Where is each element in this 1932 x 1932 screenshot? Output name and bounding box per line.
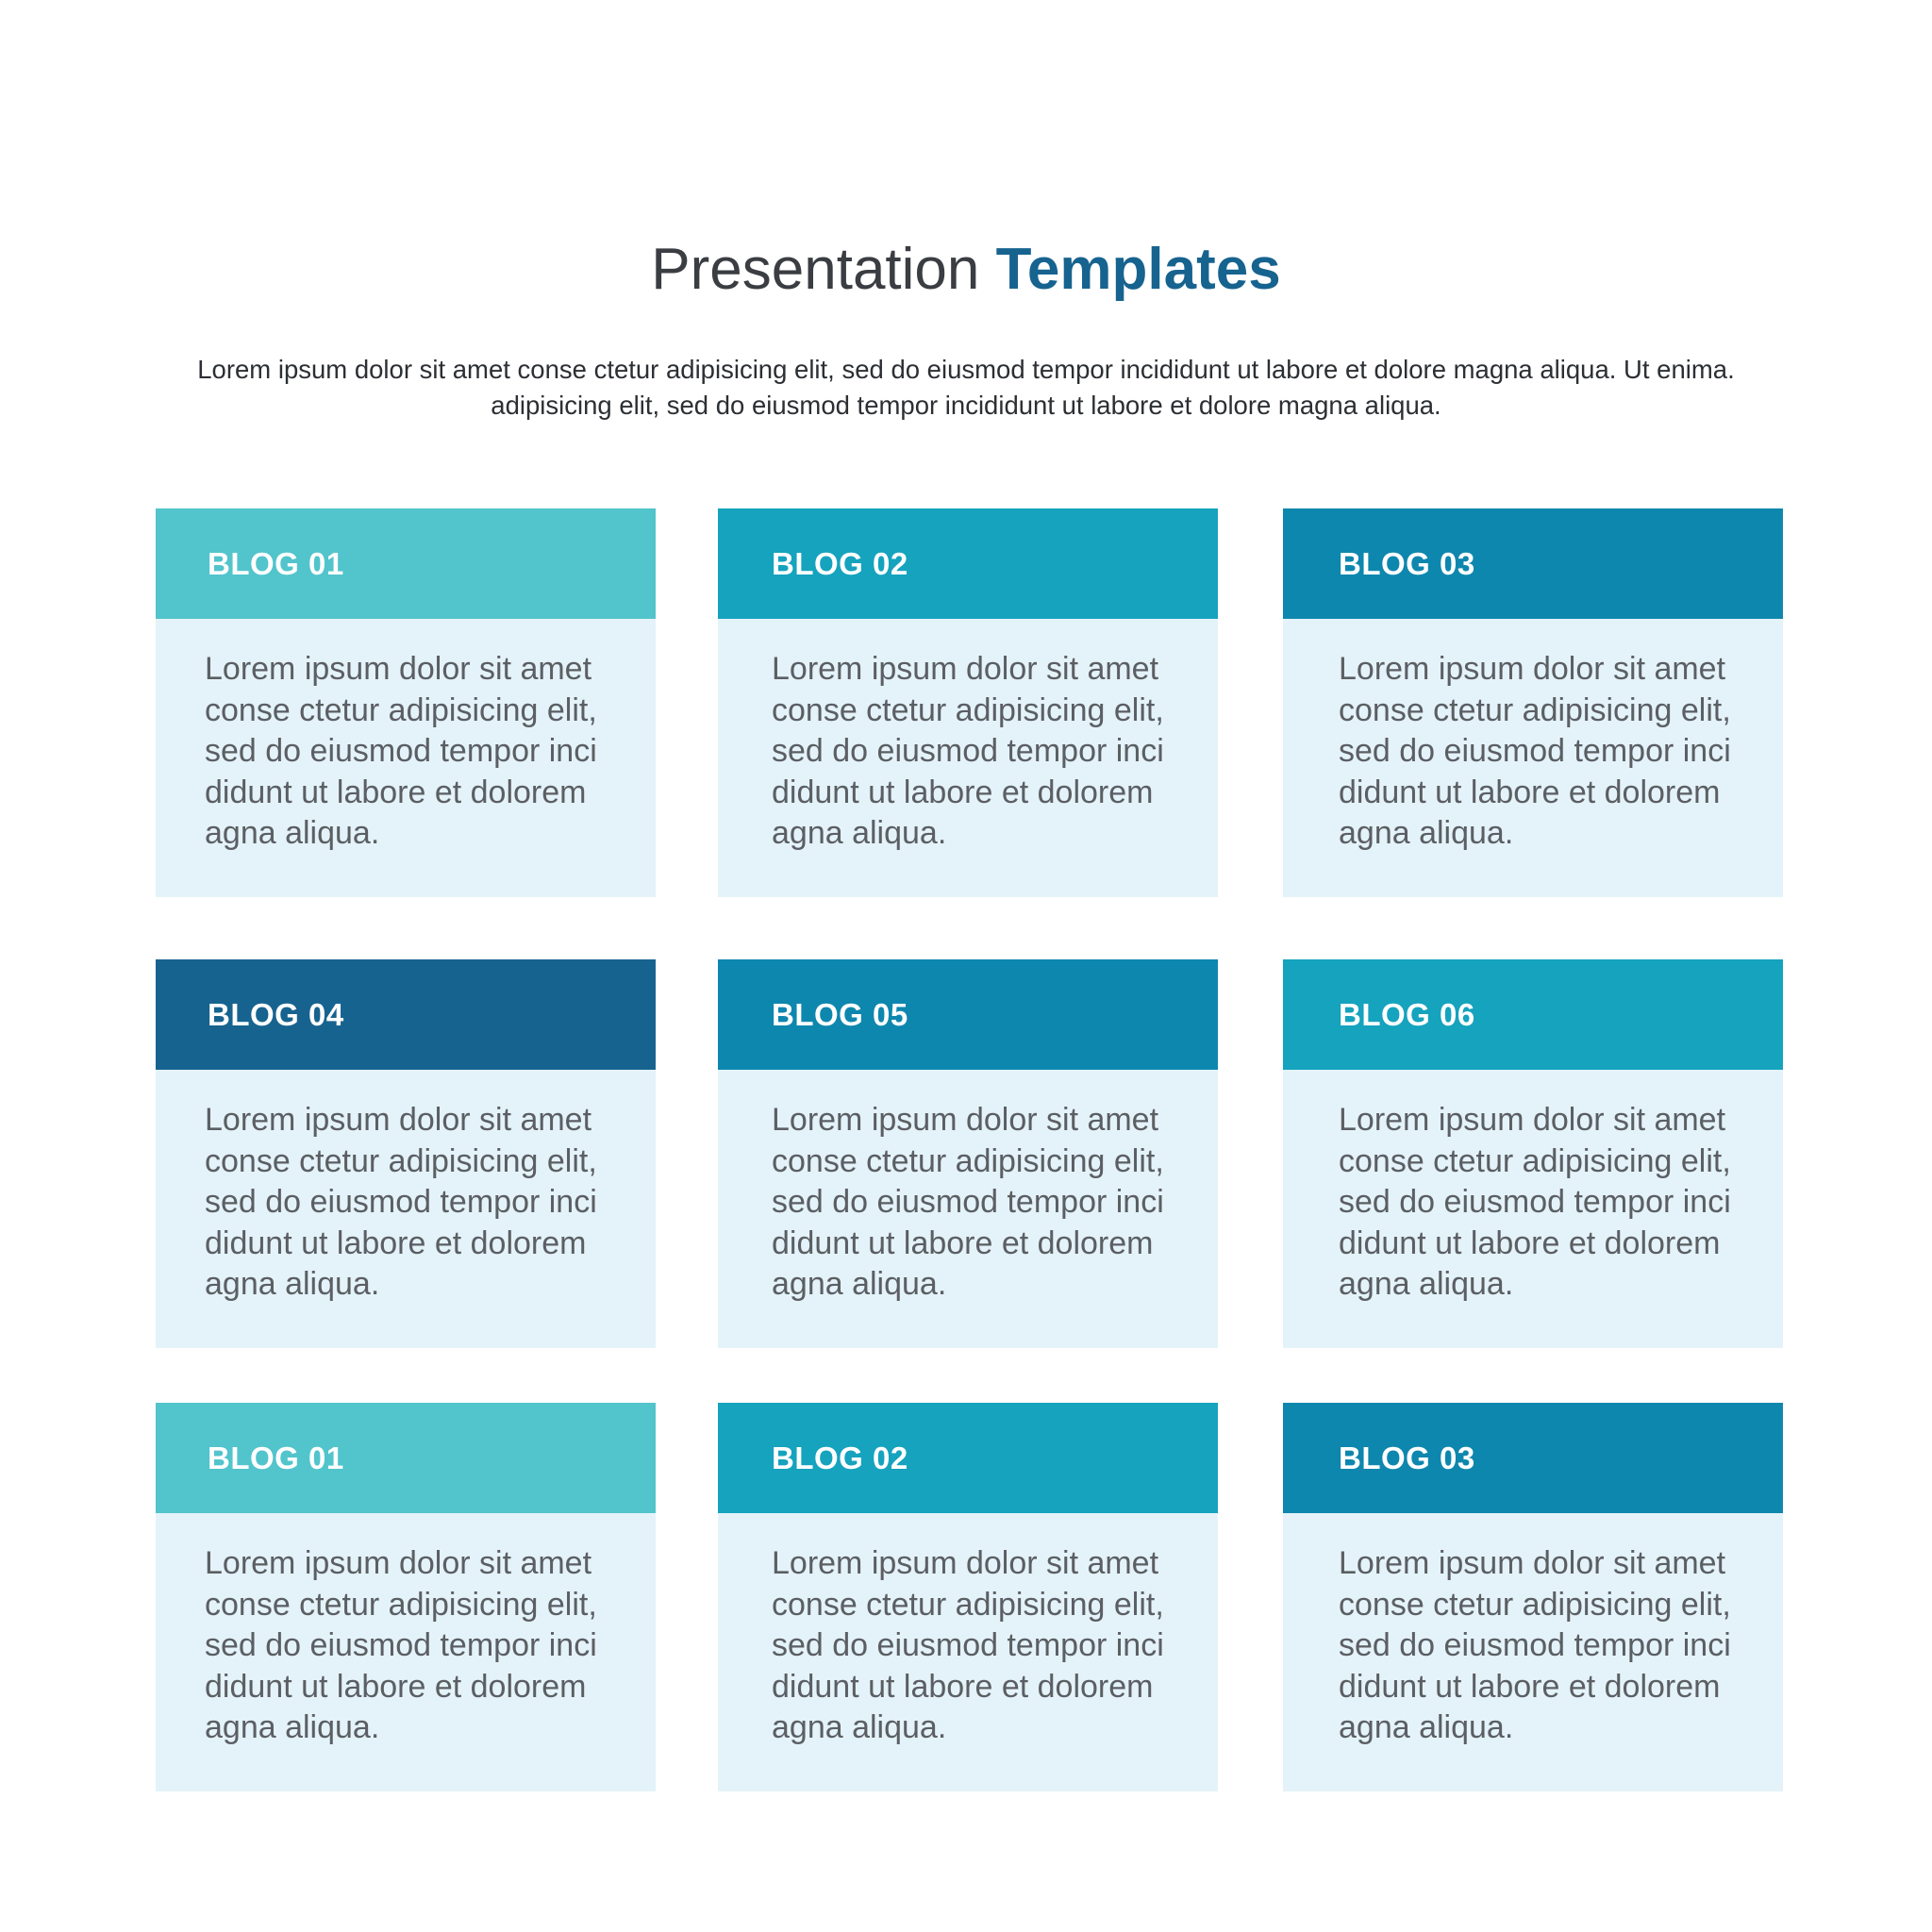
blog-card-body [718, 619, 1218, 855]
blog-card-3 [1283, 508, 1783, 897]
blog-card-line: sed do eiusmod tempor inci [1339, 1627, 1731, 1663]
blog-card-1 [156, 508, 656, 897]
blog-card-8 [718, 1403, 1218, 1791]
blog-card-line: agna aliqua. [772, 1266, 947, 1302]
blog-card-4 [156, 959, 656, 1348]
blog-card-line: agna aliqua. [772, 1709, 947, 1745]
blog-card-line: sed do eiusmod tempor inci [772, 1184, 1164, 1220]
blog-card-5 [718, 959, 1218, 1348]
blog-card-title: BLOG 01 [208, 545, 344, 581]
blog-card-line: conse ctetur adipisicing elit, [772, 691, 1164, 728]
blog-card-line: agna aliqua. [772, 815, 947, 851]
blog-card-line: didunt ut labore et dolorem [772, 774, 1154, 810]
blog-card-title: BLOG 01 [208, 1440, 344, 1475]
blog-card-title: BLOG 02 [772, 545, 908, 581]
blog-card-line: conse ctetur adipisicing elit, [205, 1142, 597, 1179]
blog-card-line: Lorem ipsum dolor sit amet [772, 651, 1159, 687]
blog-card-title: BLOG 05 [772, 996, 908, 1032]
blog-card-line: Lorem ipsum dolor sit amet [1339, 1102, 1726, 1138]
blog-card-line: didunt ut labore et dolorem [205, 774, 587, 810]
blog-card-line: conse ctetur adipisicing elit, [1339, 1142, 1731, 1179]
blog-card-header [1283, 1403, 1783, 1513]
blog-card-title: BLOG 03 [1339, 545, 1475, 581]
blog-card-line: sed do eiusmod tempor inci [1339, 1184, 1731, 1220]
blog-card-line: Lorem ipsum dolor sit amet [205, 1102, 592, 1138]
blog-card-line: didunt ut labore et dolorem [1339, 774, 1721, 810]
blog-card-line: conse ctetur adipisicing elit, [772, 1586, 1164, 1623]
blog-card-line: Lorem ipsum dolor sit amet [205, 1545, 592, 1581]
blog-card-header [1283, 959, 1783, 1070]
blog-card-title: BLOG 03 [1339, 1440, 1475, 1475]
blog-card-title: BLOG 06 [1339, 996, 1475, 1032]
blog-card-line: Lorem ipsum dolor sit amet [772, 1102, 1159, 1138]
blog-card-line: agna aliqua. [205, 815, 380, 851]
blog-card-line: didunt ut labore et dolorem [205, 1224, 587, 1261]
blog-card-body [718, 1513, 1218, 1749]
blog-card-6 [1283, 959, 1783, 1348]
blog-card-line: agna aliqua. [205, 1709, 380, 1745]
blog-card-7 [156, 1403, 656, 1791]
blog-card-line: sed do eiusmod tempor inci [205, 1184, 597, 1220]
blog-card-body [156, 1070, 656, 1306]
blog-card-line: sed do eiusmod tempor inci [772, 1627, 1164, 1663]
blog-card-body [1283, 1070, 1783, 1306]
blog-card-line: didunt ut labore et dolorem [205, 1668, 587, 1705]
page-title-plain: Presentation [651, 237, 996, 302]
blog-card-body [1283, 619, 1783, 855]
blog-card-line: sed do eiusmod tempor inci [1339, 733, 1731, 769]
blog-card-line: agna aliqua. [1339, 815, 1514, 851]
blog-card-2 [718, 508, 1218, 897]
blog-card-line: didunt ut labore et dolorem [772, 1668, 1154, 1705]
blog-card-body [156, 1513, 656, 1749]
blog-card-header [1283, 508, 1783, 619]
intro-line-2: adipisicing elit, sed do eiusmod tempor incididunt ut labore et dolore magna aliqua. [491, 391, 1441, 420]
blog-card-header [718, 959, 1218, 1070]
blog-card-header [718, 508, 1218, 619]
blog-card-9 [1283, 1403, 1783, 1791]
blog-card-header [156, 508, 656, 619]
blog-card-line: Lorem ipsum dolor sit amet [205, 651, 592, 687]
blog-card-line: sed do eiusmod tempor inci [205, 733, 597, 769]
blog-card-line: sed do eiusmod tempor inci [205, 1627, 597, 1663]
blog-card-line: didunt ut labore et dolorem [1339, 1224, 1721, 1261]
blog-card-line: conse ctetur adipisicing elit, [772, 1142, 1164, 1179]
page-title [0, 236, 1932, 304]
blog-card-line: agna aliqua. [205, 1266, 380, 1302]
blog-card-line: didunt ut labore et dolorem [1339, 1668, 1721, 1705]
blog-card-line: Lorem ipsum dolor sit amet [1339, 1545, 1726, 1581]
blog-card-header [718, 1403, 1218, 1513]
blog-card-body [156, 619, 656, 855]
blog-card-line: Lorem ipsum dolor sit amet [1339, 651, 1726, 687]
blog-card-line: conse ctetur adipisicing elit, [1339, 691, 1731, 728]
intro-text [123, 352, 1809, 424]
blog-card-line: Lorem ipsum dolor sit amet [772, 1545, 1159, 1581]
blog-card-title: BLOG 02 [772, 1440, 908, 1475]
blog-card-title: BLOG 04 [208, 996, 344, 1032]
blog-card-line: conse ctetur adipisicing elit, [205, 691, 597, 728]
page-title-accent: Templates [995, 237, 1281, 302]
blog-card-line: didunt ut labore et dolorem [772, 1224, 1154, 1261]
blog-card-header [156, 959, 656, 1070]
blog-card-line: conse ctetur adipisicing elit, [205, 1586, 597, 1623]
blog-card-header [156, 1403, 656, 1513]
blog-card-body [1283, 1513, 1783, 1749]
blog-card-line: agna aliqua. [1339, 1709, 1514, 1745]
intro-line-1: Lorem ipsum dolor sit amet conse ctetur adipisicing elit, sed do eiusmod tempor incididunt ut labore et dolore magna aliqua. Ut enima. [197, 355, 1735, 384]
blog-card-line: conse ctetur adipisicing elit, [1339, 1586, 1731, 1623]
blog-card-line: sed do eiusmod tempor inci [772, 733, 1164, 769]
blog-card-body [718, 1070, 1218, 1306]
blog-card-line: agna aliqua. [1339, 1266, 1514, 1302]
